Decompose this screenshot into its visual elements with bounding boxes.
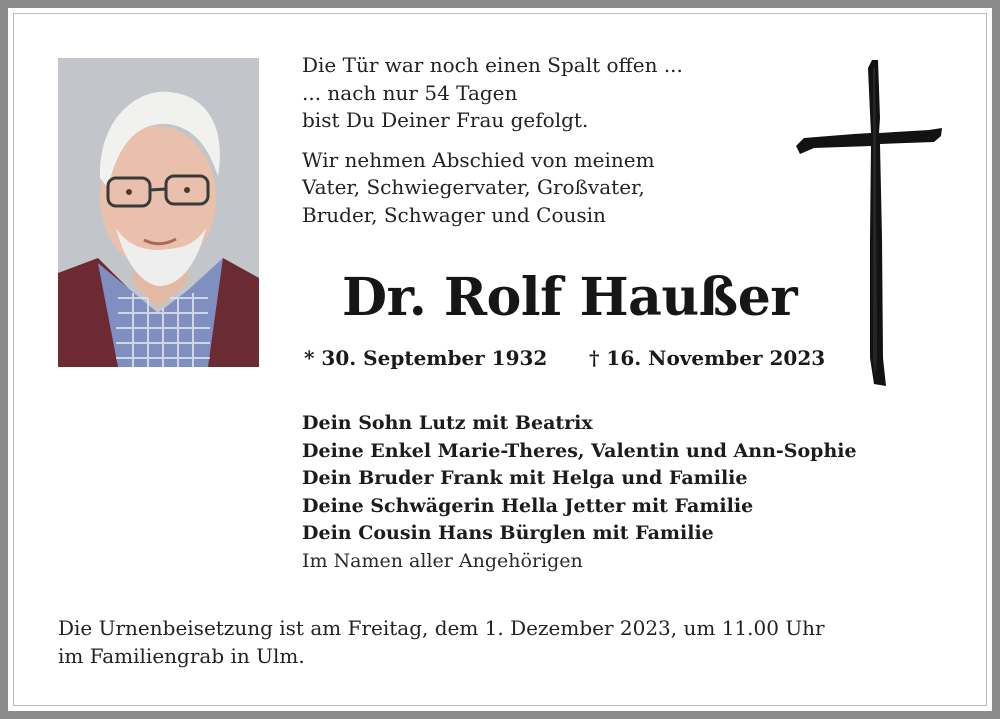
death-date: † 16. November 2023 xyxy=(589,346,826,370)
intro-line: Die Tür war noch einen Spalt offen ... xyxy=(302,53,683,77)
burial-line: im Familiengrab in Ulm. xyxy=(58,644,305,668)
birth-date: * 30. September 1932 xyxy=(304,346,548,370)
family-member: Deine Enkel Marie-Theres, Valentin und Ann-Sophie xyxy=(302,439,857,462)
family-member: Dein Cousin Hans Bürglen mit Familie xyxy=(302,522,714,544)
family-member: Deine Schwägerin Hella Jetter mit Familie xyxy=(302,494,754,517)
intro-line: ... nach nur 54 Tagen xyxy=(302,80,518,105)
cross-icon xyxy=(794,58,944,388)
family-member: Dein Sohn Lutz mit Beatrix xyxy=(302,412,593,434)
burial-line: Die Urnenbeisetzung ist am Freitag, dem 1. Dezember 2023, um 11.00 Uhr xyxy=(58,616,825,640)
intro-text xyxy=(302,52,782,229)
family-list xyxy=(302,410,902,575)
family-member: Dein Bruder Frank mit Helga und Familie xyxy=(302,467,748,489)
burial-info xyxy=(58,614,938,670)
intro-line: Bruder, Schwager und Cousin xyxy=(302,202,606,227)
intro-line: Wir nehmen Abschied von meinem xyxy=(302,147,655,172)
family-closing: Im Namen aller Angehörigen xyxy=(302,549,583,572)
obituary-notice xyxy=(8,8,992,711)
deceased-name: Dr. Rolf Haußer xyxy=(342,267,798,328)
life-dates xyxy=(304,343,864,373)
intro-line: bist Du Deiner Frau gefolgt. xyxy=(302,108,589,132)
portrait-photo xyxy=(58,58,259,367)
intro-line: Vater, Schwiegervater, Großvater, xyxy=(302,175,645,199)
